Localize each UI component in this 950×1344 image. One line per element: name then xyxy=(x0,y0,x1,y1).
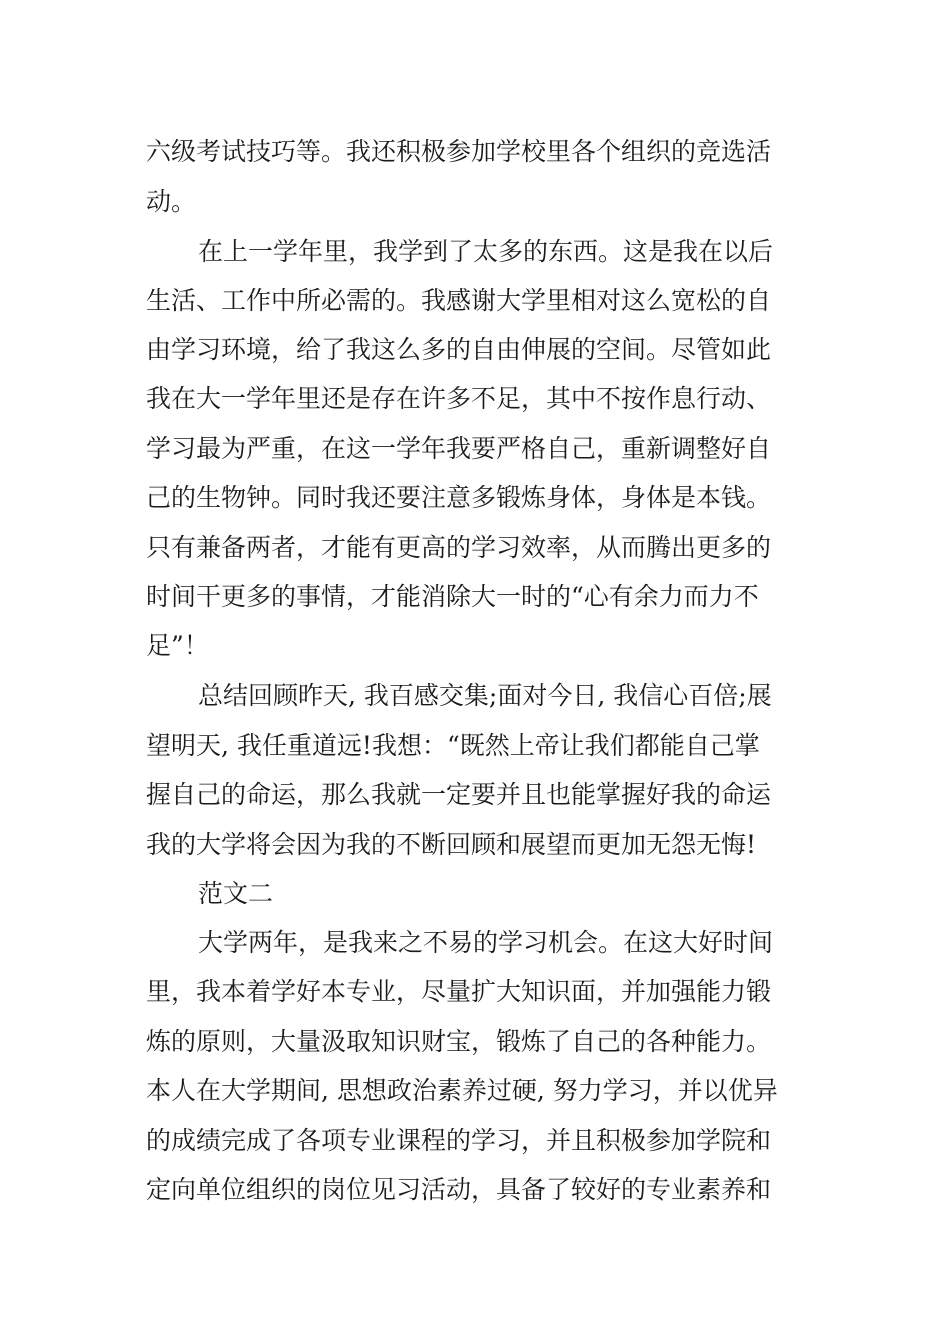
text-line: 本人在大学期间, 思想政治素养过硬, 努力学习，并以优异 xyxy=(146,1076,778,1105)
text-line: 望明天, 我任重道远!我想：“既然上帝让我们都能自己掌 xyxy=(146,731,760,760)
text-line: 只有兼备两者，才能有更高的学习效率，从而腾出更多的 xyxy=(146,533,772,562)
text-line: 炼的原则，大量汲取知识财宝，锻炼了自己的各种能力。 xyxy=(146,1027,772,1056)
text-line: 握自己的命运，那么我就一定要并且也能掌握好我的命运 xyxy=(146,780,772,809)
text-line: 我在大一学年里还是存在许多不足，其中不按作息行动、 xyxy=(146,384,772,413)
text-line: 定向单位组织的岗位见习活动，具备了较好的专业素养和 xyxy=(146,1175,772,1204)
text-line: 我的大学将会因为我的不断回顾和展望而更加无怨无悔! xyxy=(146,830,757,859)
text-line: 学习最为严重，在这一学年我要严格自己，重新调整好自 xyxy=(146,434,772,463)
paragraph-start-line: 总结回顾昨天, 我百感交集;面对今日, 我信心百倍;展 xyxy=(198,681,772,710)
text-line: 六级考试技巧等。我还积极参加学校里各个组织的竞选活 xyxy=(146,137,772,166)
text-line: 里，我本着学好本专业，尽量扩大知识面，并加强能力锻 xyxy=(146,977,772,1006)
text-line: 由学习环境，给了我这么多的自由伸展的空间。尽管如此 xyxy=(146,335,772,364)
section-heading: 范文二 xyxy=(198,879,274,908)
text-line: 的成绩完成了各项专业课程的学习，并且积极参加学院和 xyxy=(146,1126,772,1155)
text-line: 生活、工作中所必需的。我感谢大学里相对这么宽松的自 xyxy=(146,286,772,315)
text-line: 己的生物钟。同时我还要注意多锻炼身体，身体是本钱。 xyxy=(146,483,772,512)
paragraph-start-line: 在上一学年里，我学到了太多的东西。这是我在以后 xyxy=(198,237,774,266)
text-line: 足”！ xyxy=(146,631,209,660)
text-line: 动。 xyxy=(146,187,197,216)
paragraph-start-line: 大学两年，是我来之不易的学习机会。在这大好时间 xyxy=(198,928,774,957)
text-line: 时间干更多的事情，才能消除大一时的“心有余力而力不 xyxy=(146,582,759,611)
